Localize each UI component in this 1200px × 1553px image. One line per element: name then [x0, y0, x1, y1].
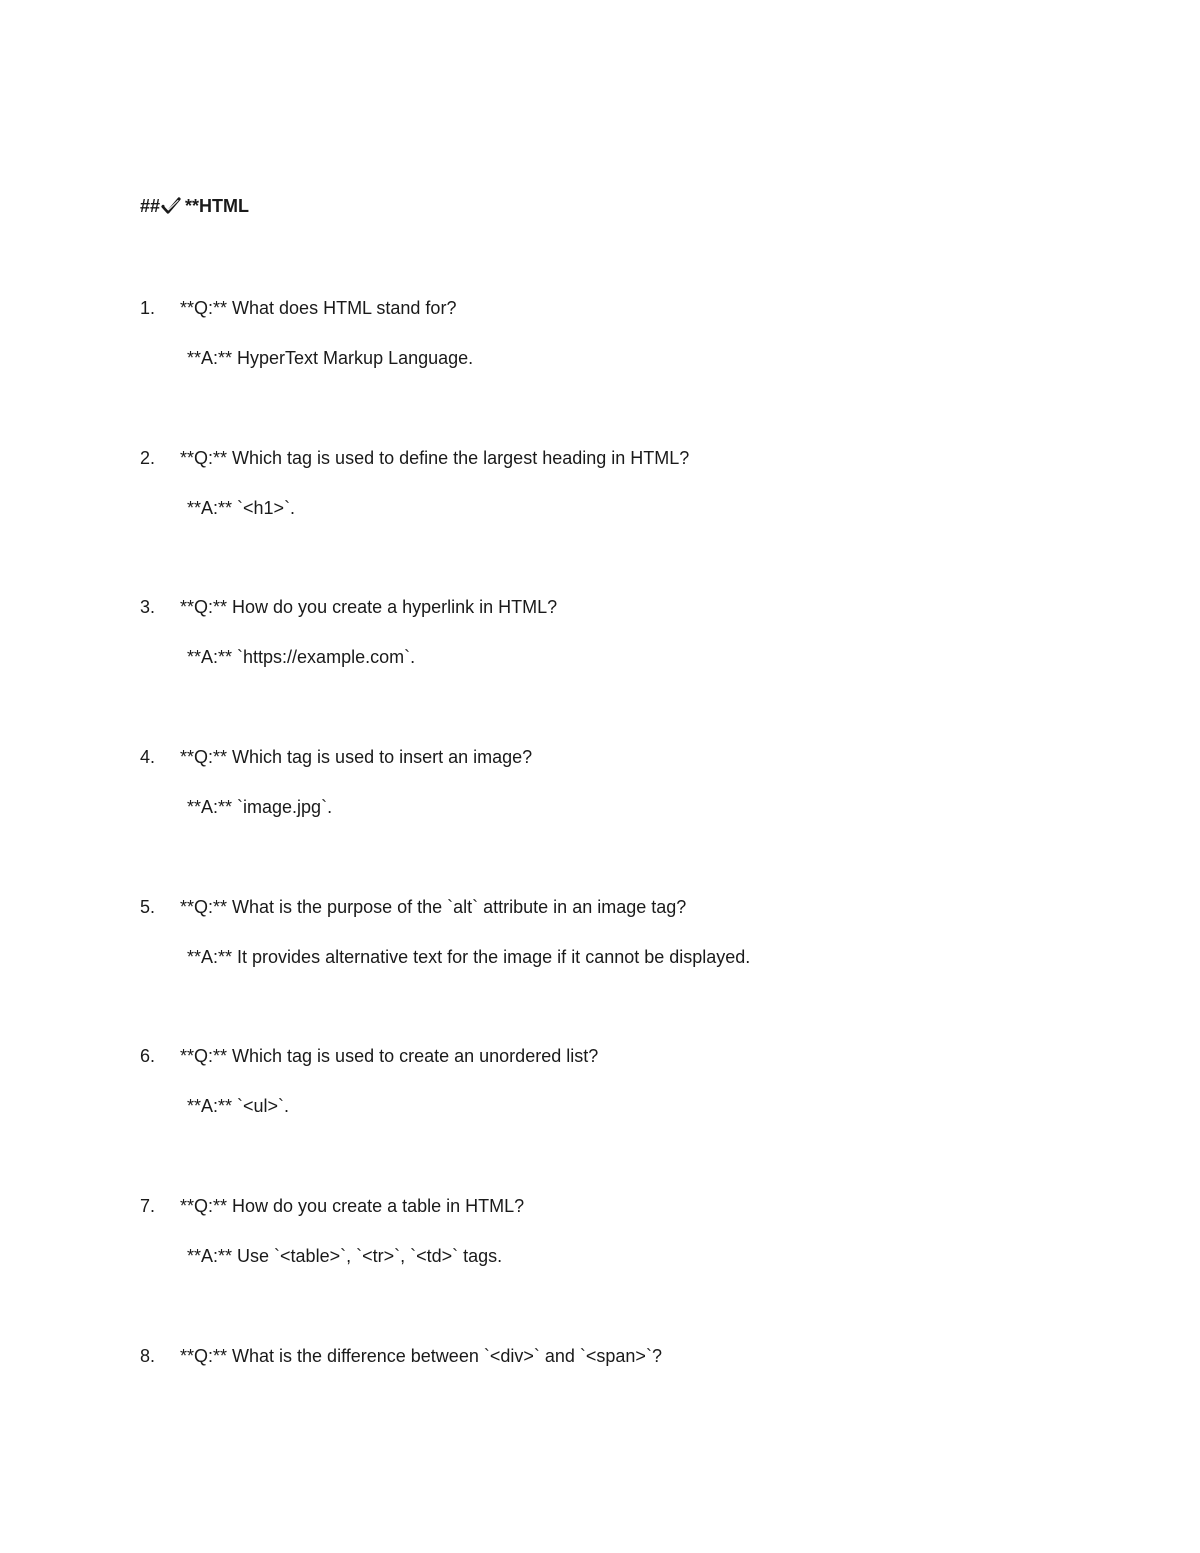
- question-line: [140, 595, 1140, 619]
- question-line: [140, 745, 1140, 769]
- answer-text: **A:** `<ul>`.: [187, 1096, 290, 1116]
- answer-text: **A:** `https://example.com`.: [187, 647, 416, 667]
- item-number: 3.: [140, 597, 156, 617]
- item-number: 2.: [140, 448, 156, 468]
- question-text: **Q:** Which tag is used to define the largest heading in HTML?: [180, 448, 690, 468]
- heading-prefix: ##: [140, 196, 161, 216]
- question-line: [140, 895, 1140, 919]
- answer-text: **A:** `image.jpg`.: [187, 797, 333, 817]
- answer-text: **A:** HyperText Markup Language.: [187, 348, 474, 368]
- item-number: 6.: [140, 1046, 156, 1066]
- qa-item-6: [140, 1044, 1140, 1118]
- question-text: **Q:** What is the difference between `<div>` and `<span>`?: [180, 1346, 662, 1366]
- question-text: **Q:** Which tag is used to create an unordered list?: [180, 1046, 599, 1066]
- item-number: 1.: [140, 298, 156, 318]
- question-line: [140, 296, 1140, 320]
- item-number: 4.: [140, 747, 156, 767]
- question-line: [140, 1344, 1140, 1368]
- answer-text: **A:** It provides alternative text for the image if it cannot be displayed.: [187, 947, 751, 967]
- question-line: [140, 446, 1140, 470]
- answer-text: **A:** `<h1>`.: [187, 498, 296, 518]
- question-text: **Q:** Which tag is used to insert an image?: [180, 747, 533, 767]
- question-line: [140, 1194, 1140, 1218]
- check-mark-icon: [161, 196, 181, 216]
- question-text: **Q:** What is the purpose of the `alt` attribute in an image tag?: [180, 897, 687, 917]
- qa-item-4: [140, 745, 1140, 819]
- heading-text: **HTML: [185, 196, 250, 216]
- question-text: **Q:** How do you create a hyperlink in HTML?: [180, 597, 558, 617]
- qa-item-5: [140, 895, 1140, 969]
- question-text: **Q:** What does HTML stand for?: [180, 298, 457, 318]
- item-number: 7.: [140, 1196, 156, 1216]
- section-heading: [140, 196, 249, 217]
- question-line: [140, 1044, 1140, 1068]
- qa-item-2: [140, 446, 1140, 520]
- qa-item-1: [140, 296, 1140, 370]
- question-text: **Q:** How do you create a table in HTML?: [180, 1196, 525, 1216]
- item-number: 5.: [140, 897, 156, 917]
- qa-item-7: [140, 1194, 1140, 1268]
- answer-text: **A:** Use `<table>`, `<tr>`, `<td>` tags.: [187, 1246, 503, 1266]
- item-number: 8.: [140, 1346, 156, 1366]
- qa-item-3: [140, 595, 1140, 669]
- qa-item-8: [140, 1344, 1140, 1368]
